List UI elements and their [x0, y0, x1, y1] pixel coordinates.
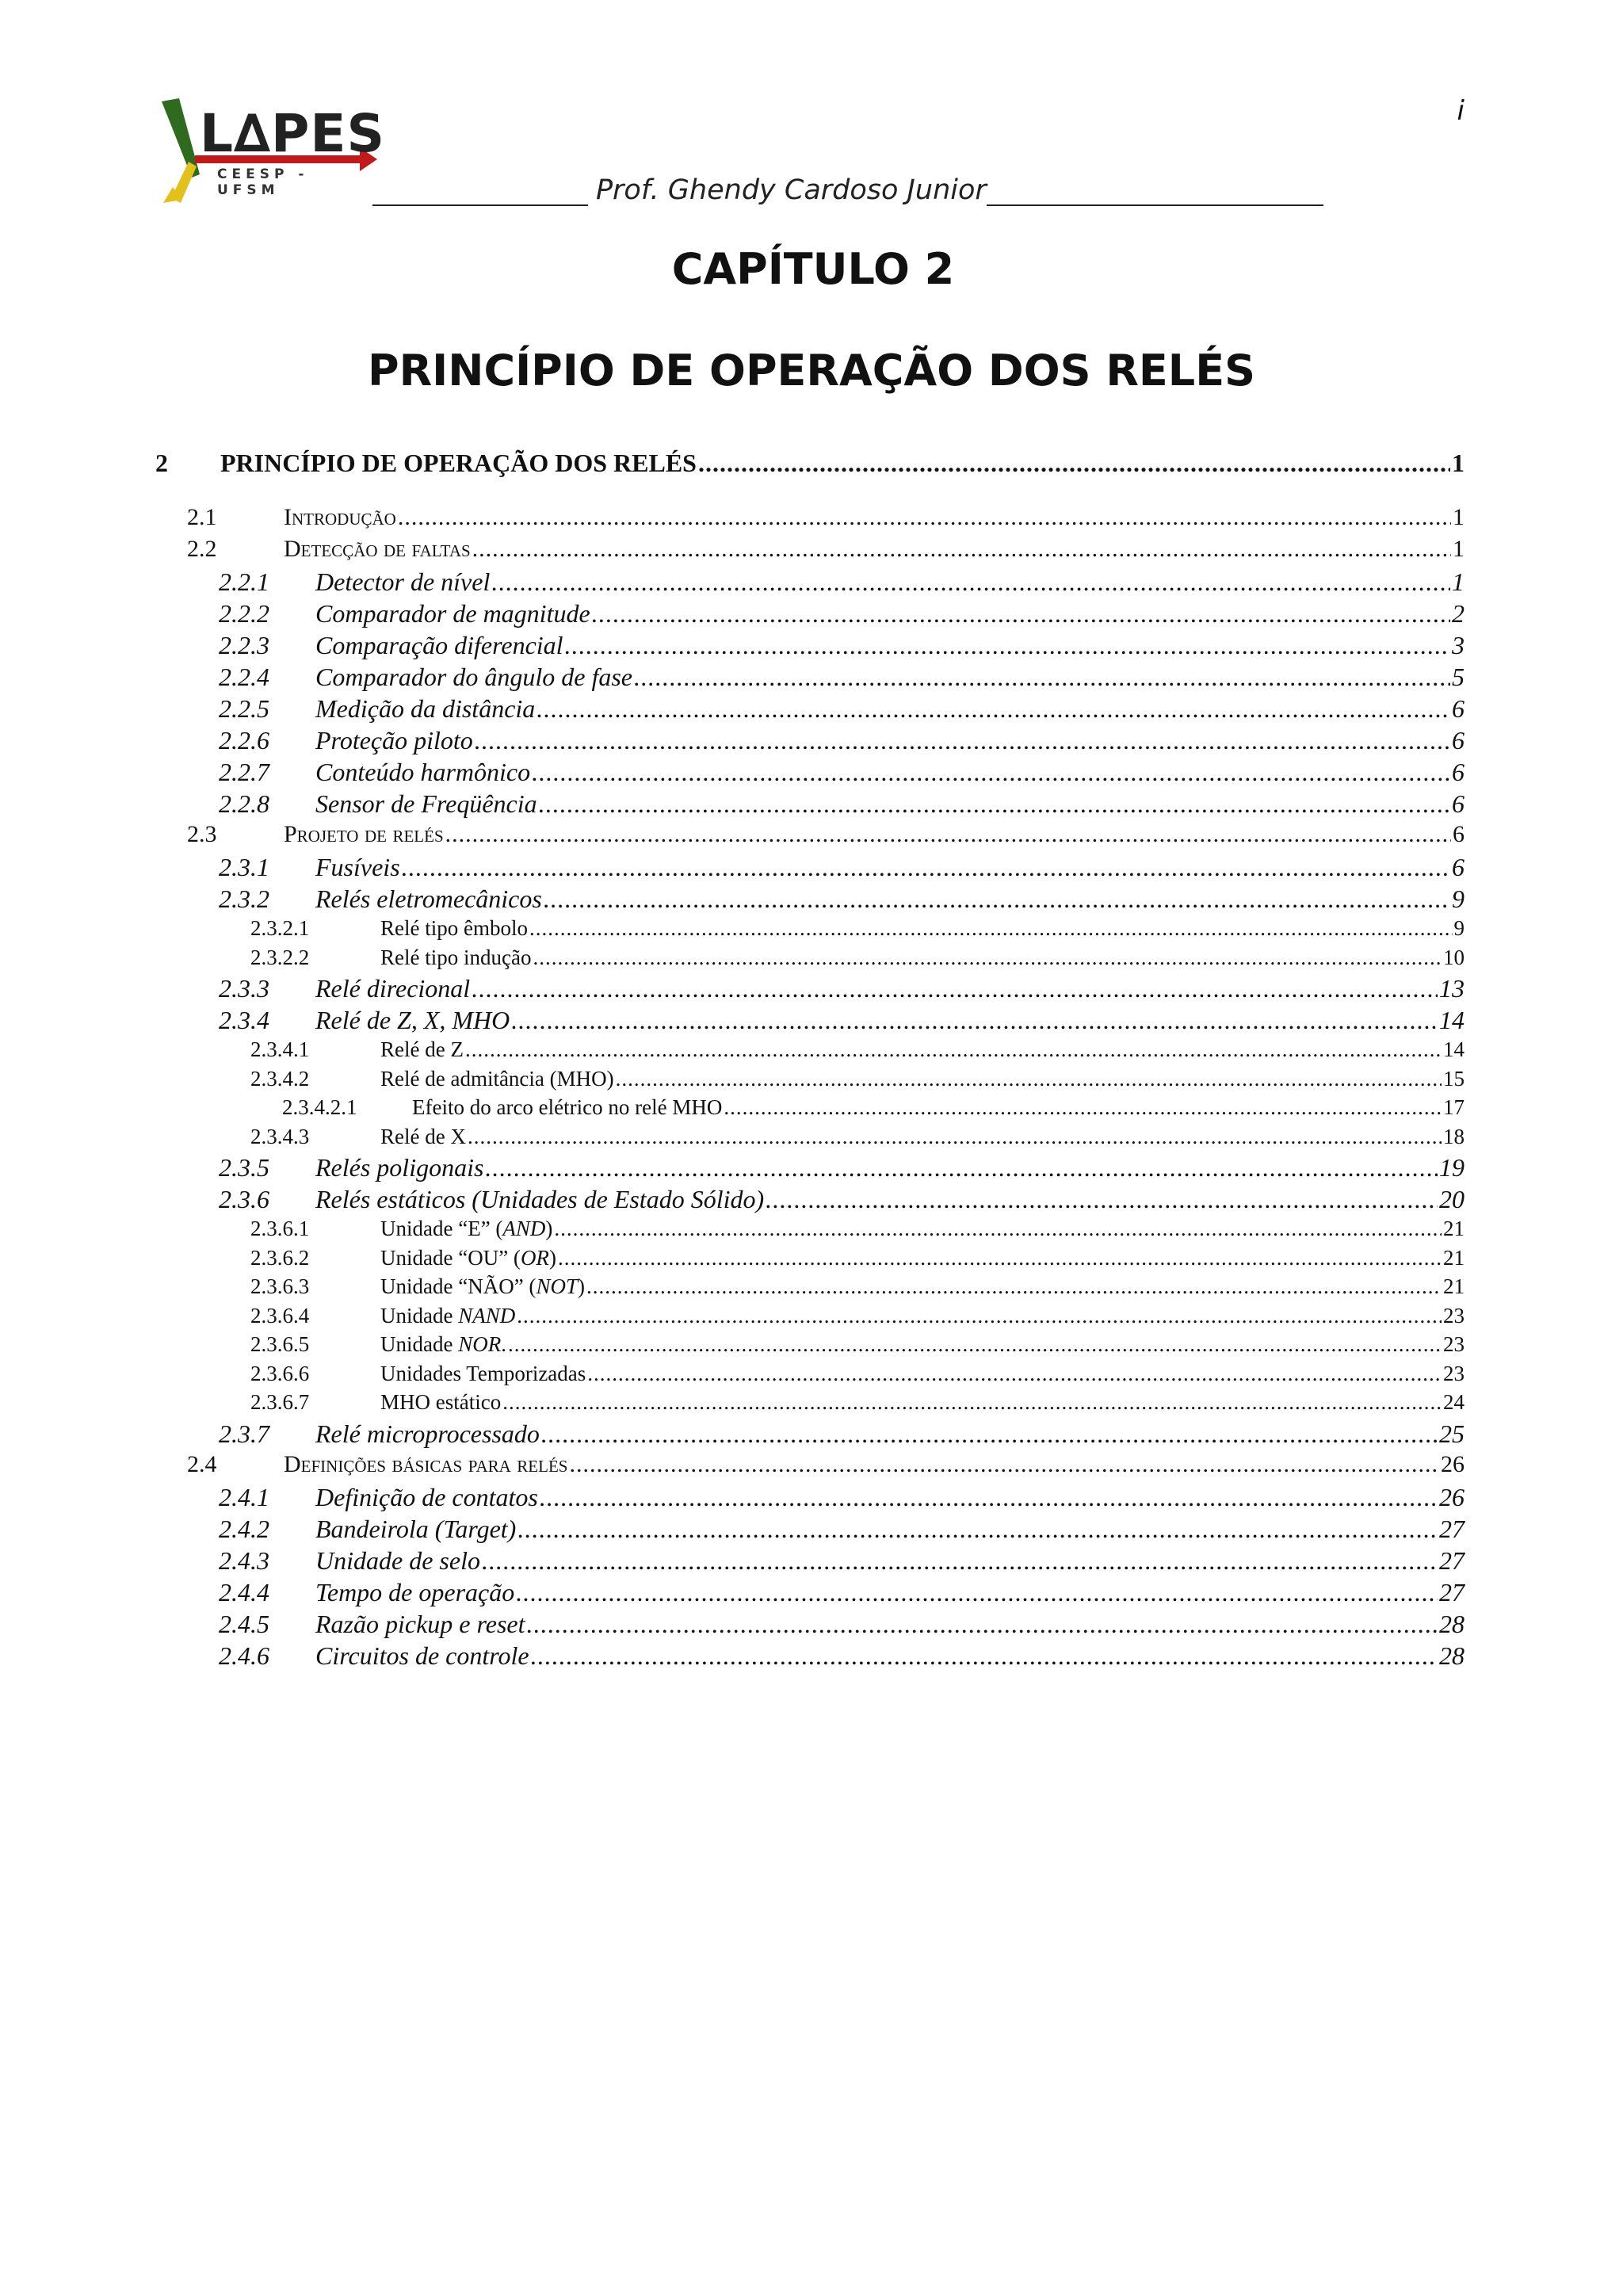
- toc-leader-dots: [529, 916, 1453, 941]
- logo-text: L∆PES: [200, 103, 386, 164]
- toc-entry-title: Razão pickup e reset: [315, 1609, 525, 1638]
- toc-entry-title: Relé de Z, X, MHO: [315, 1006, 510, 1034]
- toc-leader-dots: [527, 1610, 1438, 1639]
- toc-entry-title: Fusíveis: [315, 853, 400, 881]
- toc-leader-dots: [465, 1037, 1442, 1062]
- toc-entry-number: 2.2.8: [219, 789, 269, 818]
- toc-leader-dots: [539, 789, 1450, 819]
- toc-entry-title-part: ): [577, 1274, 585, 1298]
- toc-leader-dots: [517, 1515, 1438, 1544]
- toc-leader-dots: [517, 1304, 1442, 1328]
- toc-entry[interactable]: [155, 1332, 1465, 1362]
- toc-entry-title-part: Unidade “OU” (: [380, 1245, 521, 1270]
- toc-leader-dots: [531, 1641, 1438, 1671]
- toc-entry-title: Relé direcional: [315, 974, 471, 1003]
- toc-entry-number: 2.3.6.7: [250, 1390, 310, 1414]
- toc-entry-page: 1: [1453, 536, 1465, 562]
- toc-leader-dots: [616, 1067, 1442, 1091]
- toc-entry-number: 2.4.4: [219, 1577, 269, 1606]
- toc-entry-page: 1: [1453, 504, 1465, 530]
- toc-entry-page: 26: [1441, 1450, 1465, 1477]
- toc-leader-dots: [482, 1546, 1438, 1576]
- toc-entry-page: 19: [1439, 1153, 1465, 1182]
- toc-entry-number: 2.4.1: [219, 1482, 269, 1511]
- toc-entry-title: Tempo de operação: [315, 1577, 515, 1606]
- toc-entry-number: 2.3.5: [219, 1153, 269, 1182]
- toc-entry-number: 2.4: [187, 1450, 217, 1477]
- toc-entry[interactable]: [155, 1483, 1465, 1515]
- toc-entry-number: 2.4.6: [219, 1641, 269, 1670]
- toc-entry[interactable]: [155, 916, 1465, 946]
- toc-entry-title: Comparador de magnitude: [315, 599, 590, 628]
- toc-leader-dots: [398, 504, 1451, 531]
- toc-entry-title: Definição de contatos: [315, 1482, 538, 1511]
- toc-entry-number: 2.4.5: [219, 1609, 269, 1638]
- toc-entry[interactable]: [155, 1546, 1465, 1578]
- toc-entry-page: 9: [1453, 916, 1465, 940]
- toc-entry[interactable]: [155, 504, 1465, 536]
- toc-entry-page: 14: [1443, 1037, 1465, 1061]
- toc-entry-title: [380, 1217, 552, 1241]
- page-number: i: [1457, 95, 1465, 127]
- toc-entry-title: Definições básicas para relés: [284, 1450, 568, 1477]
- toc-entry-number: 2.2.4: [219, 663, 269, 691]
- toc-entry-page: 21: [1443, 1245, 1465, 1270]
- toc-entry-number: 2.2.5: [219, 694, 269, 723]
- toc-entry-title: Detecção de faltas: [284, 536, 471, 562]
- toc-entry-page: 27: [1439, 1577, 1465, 1606]
- toc-leader-dots: [472, 536, 1451, 563]
- toc-entry-title: PRINCÍPIO DE OPERAÇÃO DOS RELÉS: [220, 449, 697, 477]
- toc-entry-title: Bandeirola (Target): [315, 1514, 517, 1543]
- toc-entry-number: 2.3.4: [219, 1006, 269, 1034]
- toc-entry-page: 3: [1452, 631, 1465, 659]
- toc-entry-page: 21: [1443, 1274, 1465, 1298]
- toc-leader-dots: [540, 1483, 1438, 1512]
- running-header: [372, 174, 1323, 206]
- toc-entry[interactable]: [155, 1610, 1465, 1641]
- toc-entry-number: 2.3.4.2.1: [282, 1095, 357, 1119]
- toc-leader-dots: [468, 1125, 1442, 1149]
- toc-entry-title-part: .: [501, 1332, 506, 1356]
- toc-entry-title: Relé de X: [380, 1124, 466, 1148]
- toc-entry-page: 20: [1439, 1185, 1465, 1213]
- toc-entry-page: 17: [1443, 1095, 1465, 1119]
- toc-entry-number: 2.2.6: [219, 726, 269, 755]
- toc-entry[interactable]: [155, 1451, 1465, 1483]
- toc-entry-title: Introdução: [284, 504, 396, 530]
- toc-entry-number: 2.3.4.3: [250, 1124, 310, 1148]
- toc-leader-dots: [634, 663, 1450, 692]
- toc-entry-title: [380, 1332, 506, 1357]
- toc-entry-page: 13: [1439, 974, 1465, 1003]
- toc-entry-number: 2.2.7: [219, 758, 269, 786]
- toc-entry-page: 2: [1452, 599, 1465, 628]
- toc-entry-title: [380, 1304, 515, 1328]
- toc-entry-page: 10: [1443, 945, 1465, 969]
- toc-entry-title: Unidade de selo: [315, 1545, 480, 1575]
- toc-entry-title: Efeito do arco elétrico no relé MHO: [412, 1095, 723, 1119]
- toc-entry[interactable]: [155, 663, 1465, 694]
- toc-entry[interactable]: [155, 1095, 1465, 1125]
- toc-leader-dots: [475, 726, 1450, 755]
- toc-entry-title: Relé microprocessado: [315, 1419, 540, 1448]
- toc-leader-dots: [698, 449, 1450, 478]
- toc-leader-dots: [445, 821, 1451, 848]
- toc-entry[interactable]: [155, 1217, 1465, 1246]
- chapter-number: CAPÍTULO 2: [671, 244, 955, 294]
- toc-entry-page: 23: [1443, 1361, 1465, 1385]
- toc-entry-title: Relés estáticos (Unidades de Estado Sólido): [315, 1185, 765, 1213]
- toc-entry-number: 2.2.3: [219, 631, 269, 659]
- toc-entry-title-italic: NOR: [458, 1332, 502, 1356]
- toc-entry[interactable]: [155, 1037, 1465, 1067]
- toc-entry[interactable]: [155, 567, 1465, 599]
- toc-leader-dots: [565, 631, 1450, 660]
- toc-entry-number: 2.2.1: [219, 567, 269, 596]
- toc-entry[interactable]: [155, 853, 1465, 884]
- toc-entry-page: 18: [1443, 1124, 1465, 1148]
- toc-entry-title-part: Unidade “E” (: [380, 1217, 503, 1240]
- toc-entry[interactable]: [155, 1246, 1465, 1275]
- toc-leader-dots: [491, 567, 1450, 597]
- toc-entry-title: Circuitos de controle: [315, 1641, 529, 1670]
- toc-entry[interactable]: [155, 946, 1465, 975]
- toc-leader-dots: [511, 1006, 1438, 1035]
- toc-entry[interactable]: [155, 1185, 1465, 1217]
- toc-entry-number: 2.3.6.3: [250, 1274, 310, 1298]
- toc-leader-dots: [592, 599, 1450, 628]
- toc-entry-number: 2.3.2.1: [250, 916, 310, 940]
- toc-leader-dots: [485, 1153, 1438, 1182]
- toc-entry-title-part: Unidade “NÃO” (: [380, 1274, 537, 1298]
- toc-entry-title: Unidades Temporizadas: [380, 1361, 586, 1385]
- toc-entry-page: 26: [1439, 1482, 1465, 1511]
- toc-leader-dots: [508, 1332, 1442, 1357]
- toc-entry-title-italic: NOT: [536, 1274, 578, 1298]
- toc-entry-page: 5: [1452, 663, 1465, 691]
- toc-leader-dots: [586, 1274, 1442, 1299]
- toc-entry-number: 2.3.1: [219, 853, 269, 881]
- toc-entry-page: 28: [1439, 1641, 1465, 1670]
- toc-entry-number: 2.3.6.6: [250, 1361, 310, 1385]
- toc-leader-dots: [558, 1246, 1442, 1270]
- toc-entry-page: 23: [1443, 1332, 1465, 1356]
- toc-leader-dots: [766, 1185, 1438, 1214]
- toc-entry-number: 2.3.6.5: [250, 1332, 310, 1356]
- toc-entry-number: 2.3.6.2: [250, 1245, 310, 1270]
- toc-entry[interactable]: [155, 974, 1465, 1006]
- toc-leader-dots: [587, 1362, 1442, 1386]
- toc-entry-page: 28: [1439, 1609, 1465, 1638]
- toc-entry[interactable]: [155, 631, 1465, 663]
- toc-entry[interactable]: [155, 1390, 1465, 1419]
- chapter-title: PRINCÍPIO DE OPERAÇÃO DOS RELÉS: [368, 346, 1255, 395]
- toc-leader-dots: [541, 1419, 1438, 1449]
- toc-leader-dots: [533, 946, 1442, 970]
- toc-leader-dots: [502, 1390, 1442, 1415]
- toc-entry-page: 14: [1439, 1006, 1465, 1034]
- lapes-logo: [155, 98, 386, 209]
- toc-leader-dots: [472, 974, 1438, 1003]
- toc-entry-page: 27: [1439, 1514, 1465, 1543]
- toc-entry-page: 6: [1452, 789, 1465, 818]
- toc-entry-title: MHO estático: [380, 1390, 502, 1414]
- toc-entry[interactable]: [155, 884, 1465, 916]
- toc-entry-number: 2: [155, 449, 168, 477]
- toc-entry[interactable]: [155, 1419, 1465, 1451]
- toc-leader-dots: [724, 1095, 1442, 1120]
- toc-entry-page: 27: [1439, 1545, 1465, 1575]
- toc-entry-title-part: ): [548, 1245, 556, 1270]
- toc-entry-number: 2.3.3: [219, 974, 269, 1003]
- toc-entry-title: Relé tipo indução: [380, 945, 532, 969]
- toc-entry-page: 9: [1452, 884, 1465, 913]
- toc-entry[interactable]: [155, 599, 1465, 631]
- toc-entry-title: [380, 1274, 585, 1299]
- toc-entry[interactable]: [155, 1304, 1465, 1333]
- toc-entry-title: Relés eletromecânicos: [315, 884, 542, 913]
- toc-entry-title-part: Unidade: [380, 1332, 459, 1356]
- toc-entry-number: 2.3: [187, 821, 217, 847]
- toc-entry-page: 6: [1453, 821, 1465, 847]
- toc-entry-page: 1: [1452, 567, 1465, 596]
- toc-entry[interactable]: [155, 694, 1465, 726]
- toc-entry-title: Comparação diferencial: [315, 631, 563, 659]
- toc-entry-title: Proteção piloto: [315, 726, 473, 755]
- toc-entry-number: 2.3.4.1: [250, 1037, 310, 1061]
- toc-entry[interactable]: [155, 1006, 1465, 1037]
- toc-entry-number: 2.3.6: [219, 1185, 269, 1213]
- toc-leader-dots: [569, 1451, 1439, 1478]
- toc-entry-title: Relé tipo êmbolo: [380, 916, 528, 940]
- toc-entry[interactable]: [155, 1274, 1465, 1304]
- toc-entry-title: Comparador do ângulo de fase: [315, 663, 632, 691]
- toc-entry-number: 2.3.2: [219, 884, 269, 913]
- toc-entry-title: [380, 1246, 556, 1270]
- toc-entry[interactable]: [155, 789, 1465, 821]
- toc-leader-dots: [516, 1578, 1438, 1607]
- toc-entry-title-italic: OR: [520, 1245, 549, 1270]
- toc-entry-page: 6: [1452, 853, 1465, 881]
- toc-entry-title: Projeto de relés: [284, 821, 444, 847]
- toc-entry-number: 2.2: [187, 536, 217, 562]
- toc-entry[interactable]: [155, 449, 1465, 490]
- toc-entry-page: 1: [1452, 449, 1465, 477]
- toc-entry-title: Relé de admitância (MHO): [380, 1066, 614, 1091]
- toc-entry-page: 6: [1452, 694, 1465, 723]
- toc-entry-number: 2.4.3: [219, 1545, 269, 1575]
- toc-entry-number: 2.3.7: [219, 1419, 269, 1448]
- toc-entry-title-part: ): [545, 1217, 553, 1240]
- toc-entry-title: Conteúdo harmônico: [315, 758, 531, 786]
- toc-leader-dots: [532, 758, 1450, 787]
- toc-leader-dots: [554, 1217, 1442, 1241]
- toc-entry-number: 2.3.6.1: [250, 1217, 310, 1240]
- toc-entry[interactable]: [155, 1578, 1465, 1610]
- toc-entry-page: 25: [1439, 1419, 1465, 1448]
- toc-entry-number: 2.3.2.2: [250, 945, 310, 969]
- toc-entry-title: Detector de nível: [315, 567, 491, 596]
- toc-entry-title: Relé de Z: [380, 1037, 464, 1061]
- toc-entry-number: 2.3.4.2: [250, 1066, 310, 1091]
- toc-entry-number: 2.2.2: [219, 599, 269, 628]
- toc-entry[interactable]: [155, 1641, 1465, 1673]
- toc-leader-dots: [402, 853, 1450, 882]
- toc-entry[interactable]: [155, 536, 1465, 567]
- table-of-contents: [155, 449, 1465, 1673]
- toc-entry-title: Medição da distância: [315, 694, 536, 723]
- toc-entry[interactable]: [155, 726, 1465, 758]
- toc-entry-page: 23: [1443, 1303, 1465, 1328]
- toc-entry-number: 2.3.6.4: [250, 1303, 310, 1328]
- header-rule-left: [372, 178, 588, 206]
- toc-entry-title-italic: NAND: [458, 1303, 516, 1328]
- toc-entry[interactable]: [155, 821, 1465, 853]
- toc-entry[interactable]: [155, 1125, 1465, 1154]
- toc-entry-page: 24: [1443, 1390, 1465, 1414]
- toc-leader-dots: [537, 694, 1450, 724]
- header-author: Prof. Ghendy Cardoso Junior: [595, 174, 987, 206]
- toc-entry[interactable]: [155, 758, 1465, 789]
- toc-entry-title: Relés poligonais: [315, 1153, 484, 1182]
- toc-entry-page: 21: [1443, 1217, 1465, 1240]
- logo-subtext: CEESP - UFSM: [217, 166, 309, 198]
- toc-entry-title: Sensor de Freqüência: [315, 789, 537, 818]
- toc-entry-page: 6: [1452, 758, 1465, 786]
- toc-entry-title-italic: AND: [502, 1217, 546, 1240]
- toc-entry-page: 15: [1443, 1066, 1465, 1091]
- toc-entry[interactable]: [155, 1153, 1465, 1185]
- toc-entry[interactable]: [155, 1362, 1465, 1391]
- toc-entry-page: 6: [1452, 726, 1465, 755]
- header-rule-right: [987, 178, 1323, 206]
- toc-entry-title-part: Unidade: [380, 1303, 459, 1328]
- toc-leader-dots: [544, 884, 1450, 914]
- toc-entry[interactable]: [155, 1067, 1465, 1096]
- toc-entry-number: 2.1: [187, 504, 217, 530]
- toc-entry[interactable]: [155, 1515, 1465, 1546]
- toc-entry-number: 2.4.2: [219, 1514, 269, 1543]
